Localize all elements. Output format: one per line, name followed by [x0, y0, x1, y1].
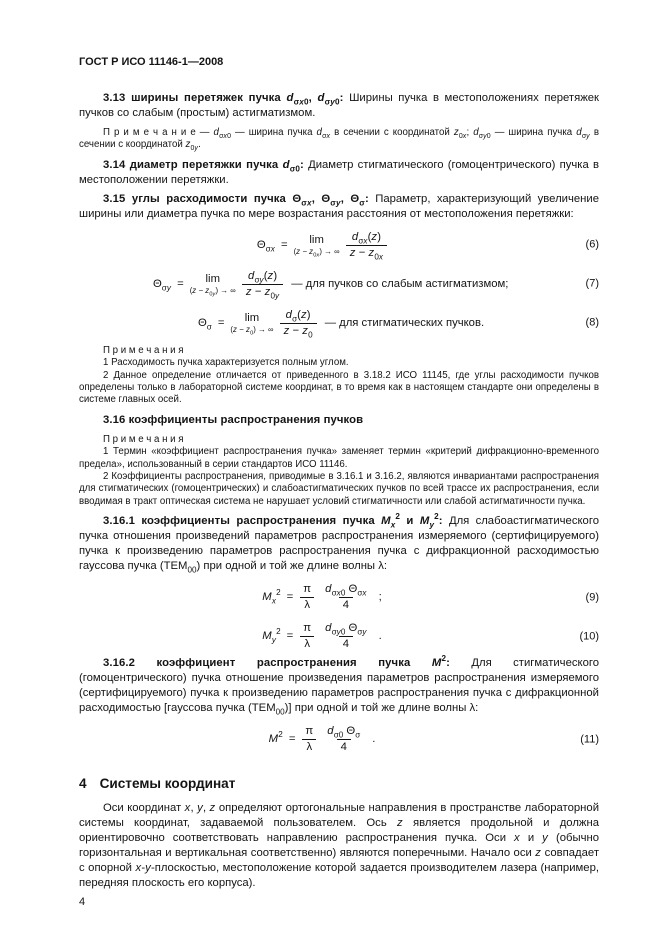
equals-sign: =	[217, 316, 225, 329]
section-4-heading	[79, 776, 599, 791]
equation-number-6: (6)	[585, 238, 599, 251]
document-footer	[79, 895, 599, 910]
standard-number: ГОСТ Р ИСО 11146-1—2008	[79, 56, 224, 68]
equation-lhs: $\Theta_{\sigma y}$	[153, 277, 172, 293]
formula-9	[79, 582, 599, 613]
para-section-4: Оси координат x, y, z определяют ортогональные направления в пространстве лабораторной системы координат, задаваемой пользователем. Ось z является продольной и должна ориентировочно соответствовать направлению распространения пучка. Оси x и y (обычно горизонтальная и вертикальная соответственно) являются поперечными. Начало оси z совпадает с опорной x-y-плоскостью, местоположение которой задается производителем лазера (например, передняя плоскость его корпуса).	[79, 802, 600, 890]
equation-10-body	[262, 622, 381, 651]
note-item-2: 2 Данное определение отличается от приведенного в 3.18.2 ИСО 11145, где углы расходимости пучков определены только в лабораторной системе координат, в то время как в настоящем стандарте они определены в системе главных осей.	[79, 369, 599, 406]
note-item-1: 1 Расходимость пучка характеризуется полным углом.	[103, 357, 349, 369]
lim-word: lim	[309, 234, 324, 247]
fraction-denominator: $z - z_{0x}$	[346, 245, 387, 260]
fraction-numerator: $d_{\sigma x0}$ $\Theta_{\sigma x}$	[325, 583, 367, 598]
equals-sign: =	[280, 238, 288, 251]
fraction-product	[323, 725, 364, 754]
formula-10	[79, 621, 599, 652]
equation-punctuation: .	[378, 630, 382, 643]
para-3-14: 3.14 диаметр перетяжки пучка $d_{\sigma 0}$: Диаметр стигматического (гомоцентрического) пучка в местоположении перетяжки.	[79, 158, 599, 186]
section-title: Системы координат	[99, 776, 236, 792]
equation-8-body	[198, 309, 484, 338]
document-header	[79, 55, 599, 70]
equation-lhs: $\Theta_\sigma$	[198, 316, 212, 332]
fraction-numerator: $d_{\sigma x}(z)$	[351, 230, 381, 246]
equation-number-7: (7)	[585, 277, 599, 290]
note-item-2: 2 Коэффициенты распространения, приводимые в 3.16.1 и 3.16.2, являются инвариантами распространения для стигматических (гомоцентрических) и слабоастигматических пучков по всей трассе их распространения, если вводимая в тракт оптическая система не нарушает условий стигматичности или слабой астигматичности пучка.	[79, 471, 599, 507]
formula-7	[79, 269, 599, 300]
equation-annotation: — для пучков со слабым астигматизмом;	[291, 277, 509, 290]
formula-6	[79, 230, 599, 261]
notes-title: П р и м е ч а н и я	[103, 344, 184, 356]
formula-11	[79, 724, 599, 755]
equation-number-11: (11)	[580, 733, 599, 746]
fraction	[280, 309, 317, 338]
fraction-denominator: 4	[337, 739, 351, 754]
note-3-13: П р и м е ч а н и е — $d_{\sigma x0}$ — ширина пучка $d_{\sigma x}$ в сечении с координатой $z_{0x}$; $d_{\sigma y0}$ — ширина пучка $d_{\sigma y}$ в сечении с координатой $z_{0y}$.	[79, 127, 599, 153]
fraction-denominator: λ	[302, 739, 316, 754]
fraction-numerator: π	[303, 622, 312, 635]
fraction-denominator: λ	[300, 597, 314, 612]
section-number: 4	[79, 776, 87, 792]
equals-sign: =	[288, 733, 296, 746]
equation-annotation: — для стигматических пучков.	[324, 316, 485, 329]
notes-block-3-15	[79, 345, 599, 407]
equation-lhs: $M_x^2$	[262, 588, 281, 606]
lim-condition: $(z - z_{0x})$ → ∞	[293, 246, 340, 259]
equation-9-body	[262, 583, 381, 612]
limit-operator	[293, 234, 340, 259]
fraction-numerator: $d_{\sigma y}(z)$	[247, 269, 278, 285]
equals-sign: =	[177, 277, 184, 290]
para-3-16-2: 3.16.2 коэффициент распространения пучка $M^2$: Для стигматического (гомоцентрического) пучка отношение произведения параметров распространения измеряемого (сертифицируемого) пучка к произведению параметров распространения пучка с дифракционной расходимостью [гауссова пучка $(ТЕМ_{00})$] при одной и той же длине волны λ:	[79, 654, 600, 717]
equation-punctuation: .	[372, 733, 376, 746]
fraction-product	[321, 583, 371, 612]
fraction-denominator: λ	[300, 636, 314, 651]
notes-block-3-16	[79, 434, 599, 508]
fraction-numerator: $d_{\sigma y0}$ $\Theta_{\sigma y}$	[325, 622, 367, 637]
para-3-15: 3.15 углы расходимости пучка $\Theta_{\sigma x}$, $\Theta_{\sigma y}$, $\Theta_\sigma$: Параметр, характеризующий увеличение ширины или диаметра пучка по мере возрастания расстояния от местоположения перетяжки:	[79, 192, 599, 220]
page-number: 4	[79, 896, 86, 909]
equation-11-body	[269, 725, 376, 754]
fraction-denominator: $z - z_{0y}$	[242, 284, 283, 299]
limit-operator	[189, 273, 236, 298]
fraction-pi-lambda	[301, 725, 317, 754]
fraction-product	[321, 622, 371, 651]
lim-word: lim	[205, 273, 220, 286]
equation-punctuation: ;	[378, 591, 382, 604]
fraction-denominator: $z - z_0$	[280, 323, 317, 338]
equation-lhs: $M^2$	[268, 730, 283, 746]
fraction-pi-lambda	[299, 583, 315, 612]
equation-7-body	[153, 270, 508, 299]
para-3-16-1: 3.16.1 коэффициенты распространения пучка $M_x^2$ и $M_y^2$: Для слабоастигматического пучка отношения произведений параметров распространения измеряемого (сертифицируемого) пучка к произведению параметров распространения пучка с дифракционной расходимостью гауссова пучка $(ТЕМ_{00})$ при одной и той же длине волны λ:	[79, 512, 599, 575]
lim-condition: $(z - z_{0y})$ → ∞	[189, 285, 236, 298]
lim-condition: $(z - z_0)$ → ∞	[230, 324, 274, 337]
lim-word: lim	[244, 312, 260, 325]
fraction-denominator: 4	[339, 597, 353, 612]
fraction-numerator: $d_\sigma(z)$	[285, 308, 311, 324]
para-3-16: 3.16 коэффициенты распространения пучков	[103, 413, 364, 426]
equation-6-body	[257, 231, 387, 260]
fraction	[346, 231, 387, 260]
fraction-pi-lambda	[299, 622, 315, 651]
equation-number-9: (9)	[585, 591, 599, 604]
fraction	[242, 270, 283, 299]
notes-title: П р и м е ч а н и я	[103, 433, 184, 445]
equals-sign: =	[286, 630, 294, 643]
note-block-3-13	[79, 127, 599, 152]
equals-sign: =	[286, 591, 294, 604]
fraction-denominator: 4	[339, 636, 353, 651]
equation-number-10: (10)	[579, 630, 599, 643]
fraction-numerator: π	[303, 583, 312, 596]
equation-lhs: $M_y^2$	[262, 627, 281, 645]
equation-lhs: $\Theta_{\sigma x}$	[256, 238, 275, 254]
formula-8	[79, 308, 599, 339]
limit-operator	[230, 312, 274, 337]
para-3-13: 3.13 ширины перетяжек пучка $d_{\sigma x0}$, $d_{\sigma y0}$: Ширины пучка в местоположениях перетяжек пучков со слабым (простым) астигматизмом.	[79, 92, 600, 119]
fraction-numerator: π	[305, 725, 314, 738]
equation-number-8: (8)	[585, 316, 599, 329]
note-item-1: 1 Термин «коэффициент распространения пучка» заменяет термин «критерий дифракционно-временного предела», использованный в серии стандартов ИСО 11146.	[79, 446, 599, 470]
fraction-numerator: $d_{\sigma 0}$ $\Theta_\sigma$	[327, 725, 361, 740]
